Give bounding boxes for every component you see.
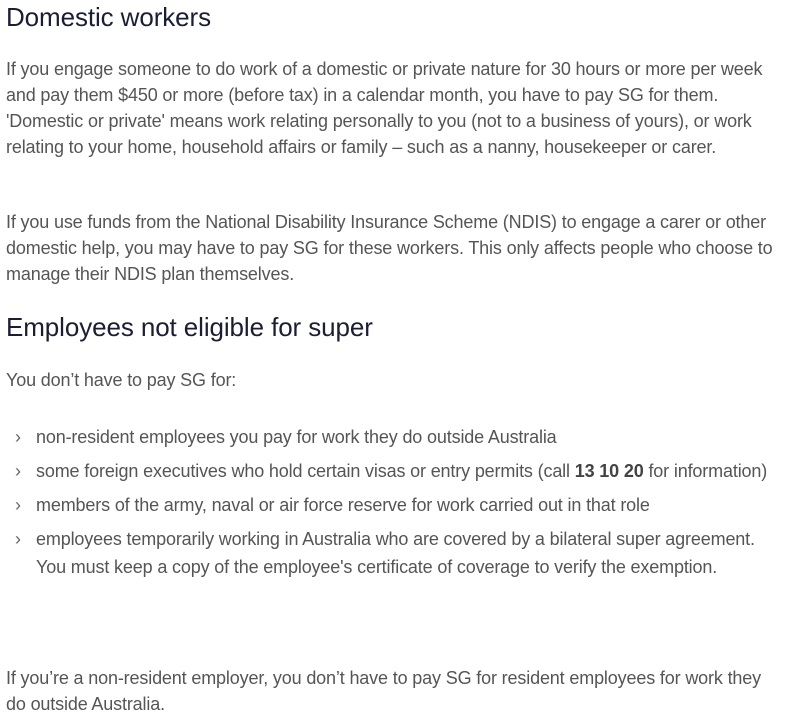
list-item xyxy=(6,525,786,581)
domestic-workers-paragraph-1: If you engage someone to do work of a domestic or private nature for 30 hours or more per week and pay them $450 or more (before tax) in a calendar month, you have to pay SG for them. 'Domestic or private' means work relating personally to you (not to a business of yours), or work relating to your home, household affairs or family – such as a nanny, housekeeper or carer. xyxy=(6,59,763,157)
section-heading-employees-not-eligible: Employees not eligible for super xyxy=(6,312,373,342)
domestic-workers-paragraph-2: If you use funds from the National Disability Insurance Scheme (NDIS) to engage a carer or other domestic help, you may have to pay SG for these workers. This only affects people who choose to manage their NDIS plan themselves. xyxy=(6,212,773,284)
chevron-right-icon: › xyxy=(15,529,21,549)
chevron-right-icon: › xyxy=(15,427,21,447)
non-resident-employer-paragraph: If you’re a non-resident employer, you don’t have to pay SG for resident employees for work they do outside Australia. xyxy=(6,668,762,714)
list-item xyxy=(6,423,786,451)
chevron-right-icon: › xyxy=(15,495,21,515)
section-heading-domestic-workers: Domestic workers xyxy=(6,2,211,32)
list-item-text: members of the army, naval or air force reserve for work carried out in that role xyxy=(36,495,650,515)
list-item xyxy=(6,491,786,519)
list-item-text: some foreign executives who hold certain visas or entry permits (call xyxy=(36,461,575,481)
list-item-text: non-resident employees you pay for work they do outside Australia xyxy=(36,427,557,447)
phone-number: 13 10 20 xyxy=(574,461,644,481)
list-item-text: employees temporarily working in Australia who are covered by a bilateral super agreement. You must keep a copy of the employee's certificate of coverage to verify the exemption. xyxy=(36,529,755,577)
list-item xyxy=(6,457,786,485)
not-eligible-intro: You don’t have to pay SG for: xyxy=(6,370,237,390)
list-item-text-after: for information) xyxy=(643,461,768,481)
chevron-right-icon: › xyxy=(15,461,21,481)
not-eligible-list xyxy=(6,423,786,587)
